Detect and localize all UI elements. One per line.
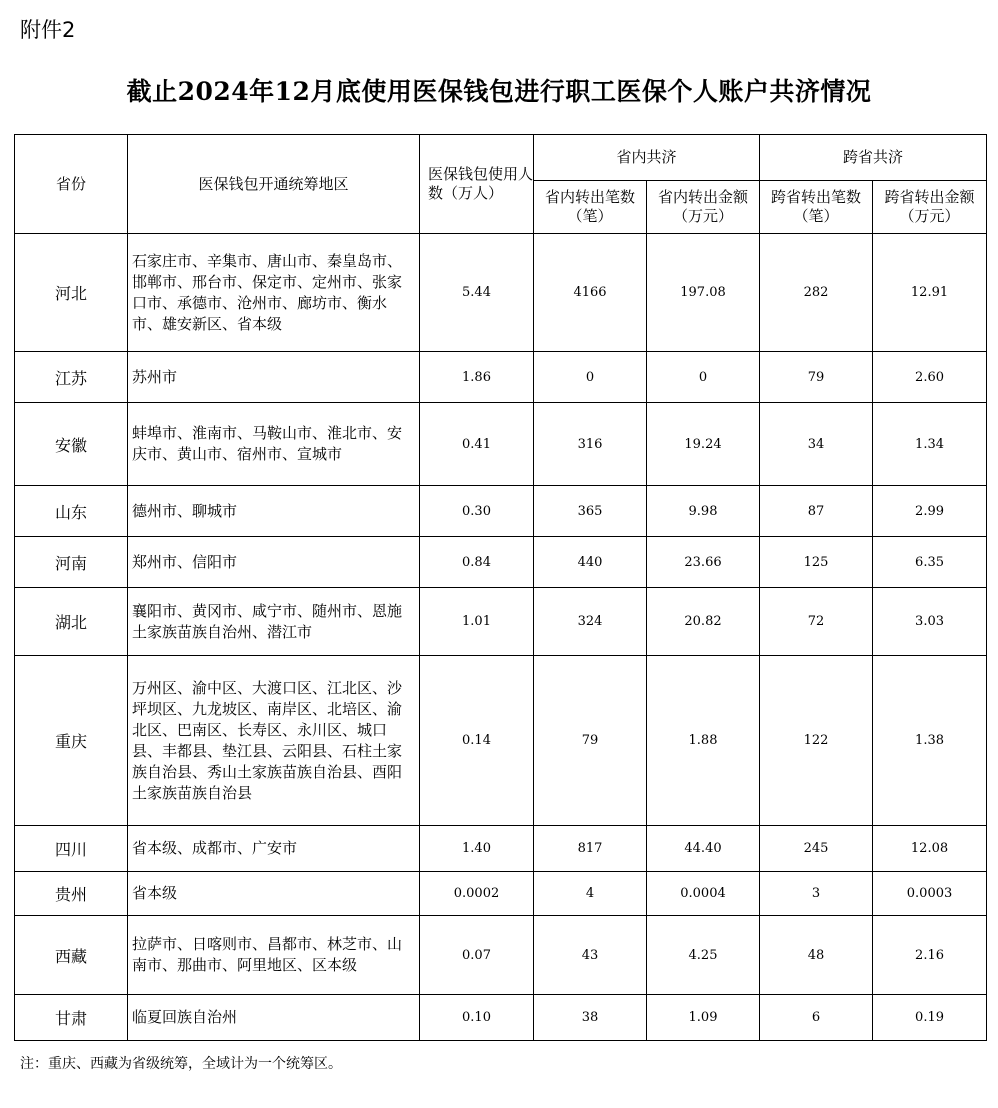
cell-in-amount: 0 [647, 352, 760, 403]
cell-cross-amount: 12.08 [873, 826, 987, 872]
cell-cross-amount: 2.16 [873, 916, 987, 995]
cell-areas: 省本级 [128, 872, 420, 916]
cell-cross-count: 72 [760, 588, 873, 656]
table-row [15, 916, 987, 995]
cell-in-count: 43 [534, 916, 647, 995]
table-row [15, 537, 987, 588]
cell-areas: 省本级、成都市、广安市 [128, 826, 420, 872]
cell-cross-count: 6 [760, 995, 873, 1041]
cell-areas: 蚌埠市、淮南市、马鞍山市、淮北市、安庆市、黄山市、宿州市、宣城市 [128, 403, 420, 486]
cell-cross-count: 87 [760, 486, 873, 537]
header-cross-amount: 跨省转出金额（万元） [873, 181, 987, 234]
cell-cross-count: 79 [760, 352, 873, 403]
cell-in-count: 316 [534, 403, 647, 486]
header-province: 省份 [15, 135, 128, 234]
table-row [15, 352, 987, 403]
cell-users: 0.84 [420, 537, 534, 588]
table-row [15, 234, 987, 352]
cell-province: 山东 [15, 486, 128, 537]
cell-in-amount: 197.08 [647, 234, 760, 352]
table-row [15, 403, 987, 486]
table-row [15, 486, 987, 537]
table-row [15, 995, 987, 1041]
attachment-label: 附件2 [20, 18, 76, 42]
table-row [15, 656, 987, 826]
cell-cross-amount: 3.03 [873, 588, 987, 656]
cell-province: 甘肃 [15, 995, 128, 1041]
header-users: 医保钱包使用人数（万人） [420, 135, 534, 234]
cell-in-count: 324 [534, 588, 647, 656]
cell-areas: 德州市、聊城市 [128, 486, 420, 537]
cell-areas: 万州区、渝中区、大渡口区、江北区、沙坪坝区、九龙坡区、南岸区、北培区、渝北区、巴南区、长寿区、永川区、城口县、丰都县、垫江县、云阳县、石柱土家族自治县、秀山土家族苗族自治县、酉阳土家族苗族自治县 [128, 656, 420, 826]
cell-province: 西藏 [15, 916, 128, 995]
cell-users: 1.86 [420, 352, 534, 403]
cell-in-amount: 1.09 [647, 995, 760, 1041]
table-row [15, 588, 987, 656]
cell-in-count: 4 [534, 872, 647, 916]
cell-in-amount: 9.98 [647, 486, 760, 537]
header-in-province-group: 省内共济 [534, 135, 760, 181]
cell-cross-count: 245 [760, 826, 873, 872]
cell-in-amount: 20.82 [647, 588, 760, 656]
cell-in-amount: 23.66 [647, 537, 760, 588]
cell-in-amount: 0.0004 [647, 872, 760, 916]
cell-users: 0.41 [420, 403, 534, 486]
header-cross-count: 跨省转出笔数（笔） [760, 181, 873, 234]
cell-in-count: 817 [534, 826, 647, 872]
cell-province: 四川 [15, 826, 128, 872]
cell-in-amount: 4.25 [647, 916, 760, 995]
cell-in-count: 38 [534, 995, 647, 1041]
header-in-amount: 省内转出金额（万元） [647, 181, 760, 234]
table-row [15, 872, 987, 916]
header-cross-province-group: 跨省共济 [760, 135, 987, 181]
cell-users: 1.40 [420, 826, 534, 872]
cell-cross-count: 34 [760, 403, 873, 486]
cell-province: 江苏 [15, 352, 128, 403]
cell-areas: 石家庄市、辛集市、唐山市、秦皇岛市、邯郸市、邢台市、保定市、定州市、张家口市、承德市、沧州市、廊坊市、衡水市、雄安新区、省本级 [128, 234, 420, 352]
header-in-count: 省内转出笔数（笔） [534, 181, 647, 234]
cell-cross-count: 282 [760, 234, 873, 352]
cell-cross-amount: 6.35 [873, 537, 987, 588]
cell-cross-amount: 2.99 [873, 486, 987, 537]
cell-cross-count: 125 [760, 537, 873, 588]
cell-province: 河北 [15, 234, 128, 352]
cell-areas: 苏州市 [128, 352, 420, 403]
cell-province: 安徽 [15, 403, 128, 486]
cell-cross-amount: 12.91 [873, 234, 987, 352]
cell-areas: 郑州市、信阳市 [128, 537, 420, 588]
cell-cross-count: 48 [760, 916, 873, 995]
cell-province: 重庆 [15, 656, 128, 826]
table-row [15, 826, 987, 872]
data-table [14, 134, 987, 1041]
cell-cross-amount: 0.19 [873, 995, 987, 1041]
cell-cross-amount: 1.38 [873, 656, 987, 826]
footnote: 注：重庆、西藏为省级统筹，全域计为一个统筹区。 [20, 1056, 342, 1072]
cell-cross-amount: 2.60 [873, 352, 987, 403]
cell-in-count: 365 [534, 486, 647, 537]
cell-users: 0.30 [420, 486, 534, 537]
cell-areas: 襄阳市、黄冈市、咸宁市、随州市、恩施土家族苗族自治州、潜江市 [128, 588, 420, 656]
cell-in-count: 79 [534, 656, 647, 826]
cell-users: 0.0002 [420, 872, 534, 916]
table-body [15, 234, 987, 1041]
document-title: 截止2024年12月底使用医保钱包进行职工医保个人账户共济情况 [126, 77, 872, 106]
cell-users: 0.10 [420, 995, 534, 1041]
cell-users: 5.44 [420, 234, 534, 352]
cell-in-amount: 44.40 [647, 826, 760, 872]
cell-in-count: 0 [534, 352, 647, 403]
cell-cross-count: 3 [760, 872, 873, 916]
cell-province: 贵州 [15, 872, 128, 916]
cell-in-count: 440 [534, 537, 647, 588]
cell-cross-count: 122 [760, 656, 873, 826]
cell-province: 湖北 [15, 588, 128, 656]
cell-areas: 拉萨市、日喀则市、昌都市、林芝市、山南市、那曲市、阿里地区、区本级 [128, 916, 420, 995]
cell-in-amount: 1.88 [647, 656, 760, 826]
cell-cross-amount: 0.0003 [873, 872, 987, 916]
cell-in-count: 4166 [534, 234, 647, 352]
cell-in-amount: 19.24 [647, 403, 760, 486]
cell-areas: 临夏回族自治州 [128, 995, 420, 1041]
cell-users: 0.07 [420, 916, 534, 995]
cell-cross-amount: 1.34 [873, 403, 987, 486]
cell-province: 河南 [15, 537, 128, 588]
cell-users: 0.14 [420, 656, 534, 826]
cell-users: 1.01 [420, 588, 534, 656]
header-areas: 医保钱包开通统筹地区 [128, 135, 420, 234]
